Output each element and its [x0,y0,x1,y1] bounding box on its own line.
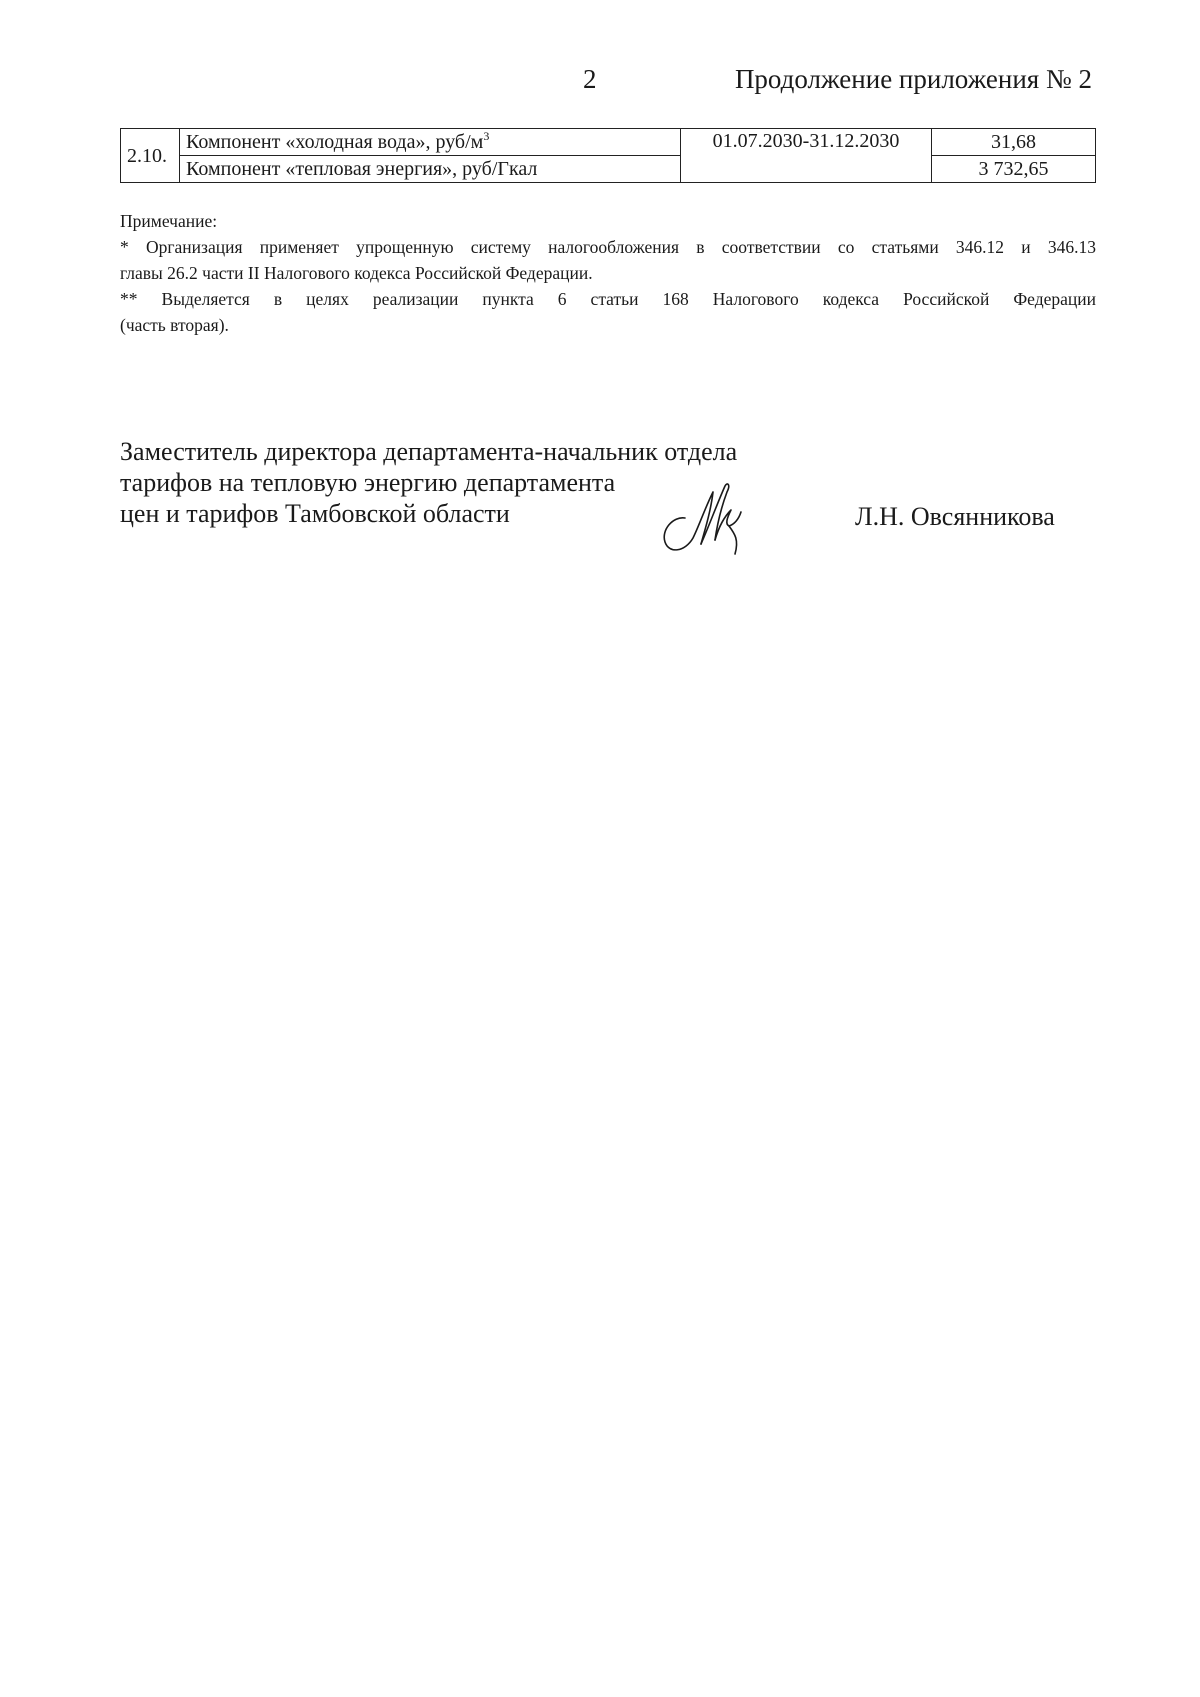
page-number: 2 [583,64,597,94]
tariff-period: 01.07.2030-31.12.2030 [681,129,932,183]
table-row [121,129,1096,156]
tariff-value: 3 732,65 [932,156,1096,183]
table-row [121,156,1096,183]
notes-title: Примечание: [120,211,218,231]
signer-name: Л.Н. Овсянникова [855,502,1055,531]
position-line: цен и тарифов Тамбовской области [120,499,510,528]
handwritten-signature [655,478,755,563]
component-name: Компонент «тепловая энергия», руб/Гкал [180,156,681,183]
note-2-line-1: ** Выделяется в целях реализации пункта 6 статьи 168 Налогового кодекса Российской Федерации [120,289,1096,309]
position-line: Заместитель директора департамента-начальник отдела [120,437,738,466]
unit-superscript: 3 [483,129,490,143]
component-name [180,129,681,156]
tariff-value: 31,68 [932,129,1096,156]
note-1-line-2: главы 26.2 части II Налогового кодекса Российской Федерации. [120,263,593,283]
position-line: тарифов на тепловую энергию департамента [120,468,616,497]
appendix-continuation-title: Продолжение приложения № 2 [734,64,1092,94]
row-number: 2.10. [121,129,180,183]
notes-section [120,208,1096,338]
note-2-line-2: (часть вторая). [120,315,229,335]
signatory-position [120,436,737,529]
tariff-table [120,128,1096,183]
component-name-text: Компонент «холодная вода», руб/м [186,131,484,153]
note-1-line-1: * Организация применяет упрощенную систему налогообложения в соответствии со статьями 346.12 и 346.13 [120,237,1096,257]
